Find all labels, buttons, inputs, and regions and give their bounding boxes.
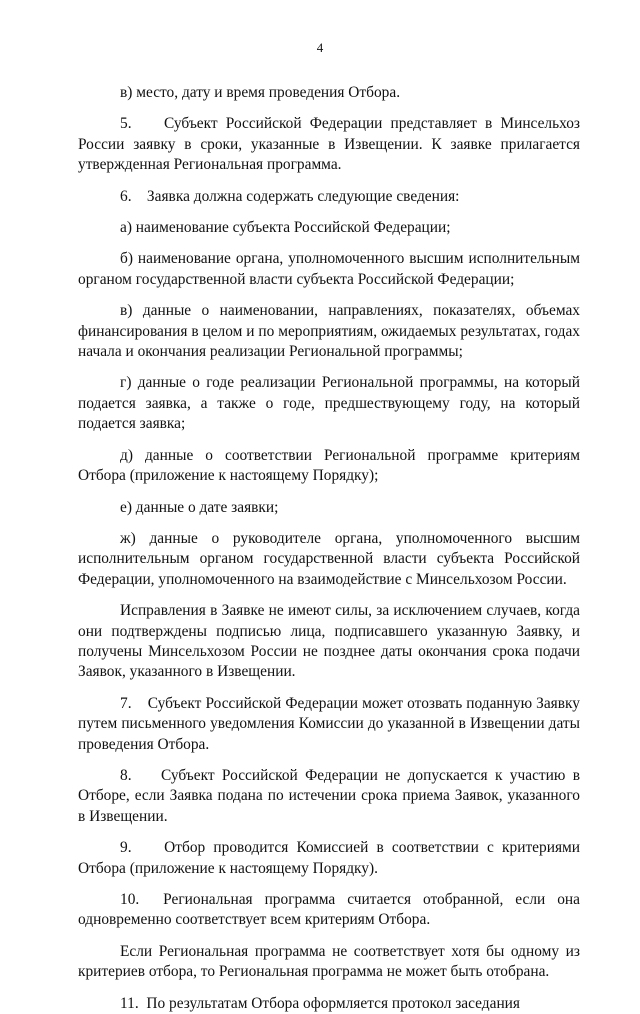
paragraph-corrections: Исправления в Заявке не имеют силы, за исключением случаев, когда они подтверждены подписью лица, подписавшего указанную Заявку, и получены Минсельхозом России не позднее даты окончания срока подачи Заявок, указанного в Извещении. — [78, 602, 580, 681]
paragraph-8-admission: 8. Субъект Российской Федерации не допускается к участию в Отборе, если Заявка подана по истечении срока приема Заявок, указанного в Извещении. — [78, 766, 580, 825]
paragraph-5-submission: 5. Субъект Российской Федерации представляет в Минсельхоз России заявку в сроки, указанные в Извещении. К заявке прилагается утвержденная Региональная программа. — [78, 115, 580, 174]
page-number: 4 — [316, 40, 324, 55]
list-item-b: б) наименование органа, уполномоченного высшим исполнительным органом государственной власти субъекта Российской Федерации; — [78, 250, 580, 288]
paragraph-not-selected: Если Региональная программа не соответствует хотя бы одному из критериев отбора, то Региональная программа не может быть отобрана. — [78, 942, 580, 981]
paragraph-7-withdrawal: 7. Субъект Российской Федерации может отозвать поданную Заявку путем письменного уведомления Комиссии до указанной в Извещении даты проведения Отбора. — [78, 694, 580, 753]
list-item-g: г) данные о годе реализации Региональной программы, на который подается заявка, а также о годе, предшествующему году, на который подается заявка; — [78, 374, 580, 433]
paragraph-v-place-date: в) место, дату и время проведения Отбора. — [120, 84, 401, 101]
paragraph-9-commission: 9. Отбор проводится Комиссией в соответствии с критериями Отбора (приложение к настоящему Порядку). — [78, 839, 580, 877]
document-body — [78, 83, 580, 1014]
list-item-e: е) данные о дате заявки; — [120, 498, 279, 516]
paragraph-6-requirements: 6. Заявка должна содержать следующие сведения: — [120, 187, 460, 205]
paragraph-10-selected: 10. Региональная программа считается отобранной, если она одновременно соответствует всем критериям Отбора. — [78, 891, 580, 929]
list-item-zh: ж) данные о руководителе органа, уполномоченного высшим исполнительным органом государственной власти субъекта Российской Федерации, уполномоченного на взаимодействие с Минсельхозом России. — [78, 529, 580, 588]
list-item-v: в) данные о наименовании, направлениях, показателях, объемах финансирования в целом и по мероприятиям, ожидаемых результатах, годах начала и окончания реализации Региональной программы; — [78, 302, 580, 361]
list-item-a: а) наименование субъекта Российской Федерации; — [120, 219, 451, 237]
paragraph-11-protocol: 11. По результатам Отбора оформляется протокол заседания — [120, 994, 520, 1012]
list-item-d: д) данные о соответствии Региональной программе критериям Отбора (приложение к настоящему Порядку); — [78, 446, 580, 485]
